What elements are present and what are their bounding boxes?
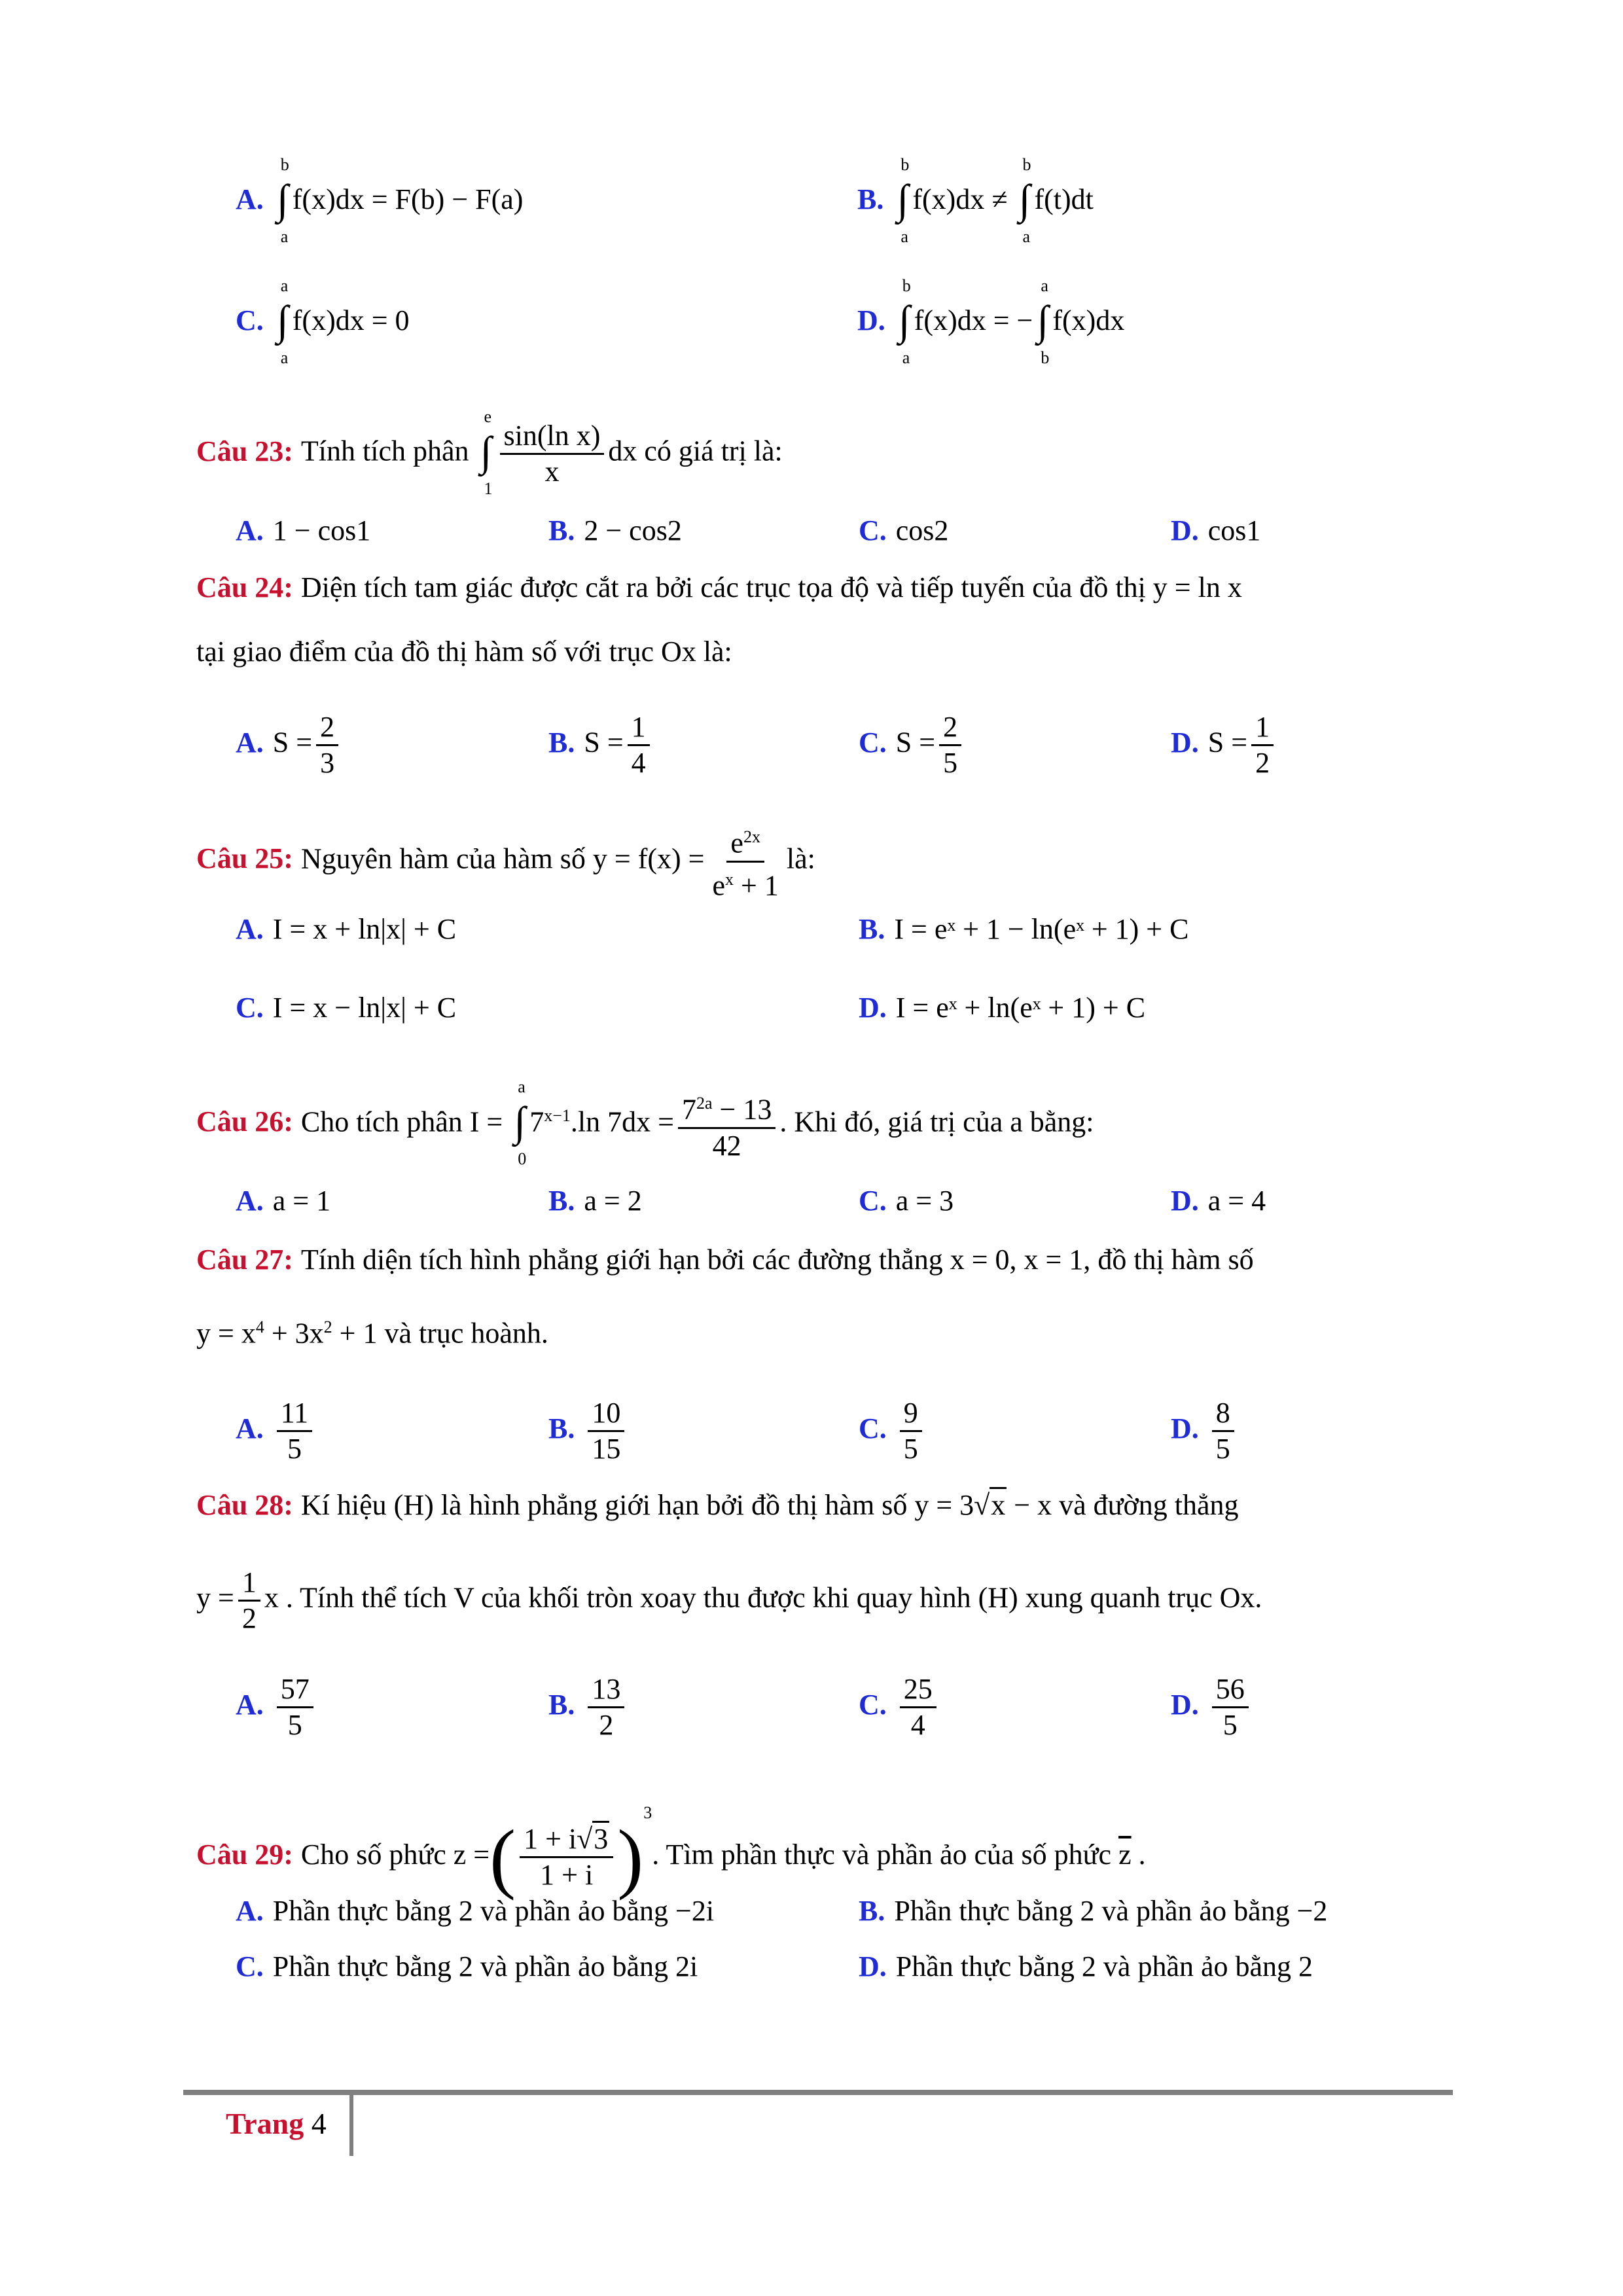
q23-option-d: D. cos1 [1171,514,1261,547]
q26-option-c: C. a = 3 [859,1185,954,1217]
question-label: Câu 28: [196,1489,293,1521]
integral-sign: ∫ b a [1018,154,1031,246]
q23-option-c: C. cos2 [859,514,949,547]
integral-sign: ∫ b a [899,276,911,367]
option-text: f(x)dx = 0 [292,304,410,336]
option-label: A. [236,183,264,215]
integral-sign: ∫ b a [897,154,910,246]
q27-option-b: B. $\frac{10}{15}$ [548,1396,628,1466]
question-text: Cho tích phân I = [300,1105,503,1138]
q29-option-b: B. Phần thực bằng 2 và phần ảo bằng −2 [859,1895,1328,1927]
question-text-tail: dx có giá trị là: [608,435,783,467]
left-paren: ( [490,1813,516,1901]
q26-option-b: B. a = 2 [548,1185,642,1217]
integral-sign: ∫ b a [277,154,289,246]
option-text: f(x)dx ≠ [912,183,1008,215]
question-label: Câu 27: [196,1244,293,1276]
q27-option-c: C. $\frac{9}{5}$ [859,1396,926,1466]
option-text: f(t)dt [1034,183,1094,215]
question-label: Câu 24: [196,571,293,603]
question-28: Câu 28: Kí hiệu (H) là hình phẳng giới hạn bởi đồ thị hàm số y = 3√x − x và đường thẳng [196,1486,1440,1525]
q24-option-b: B. S = $\frac{1}{4}$ [548,710,654,780]
question-27 [196,1240,1440,1280]
option-label: D. [857,304,885,336]
q28-option-a: A. $\frac{57}{5}$ [236,1672,317,1742]
integral-sign: ∫ e 1 [480,406,493,498]
right-paren: ) [617,1813,644,1901]
q22-option-c [236,276,410,367]
question-text: Tính diện tích hình phẳng giới hạn bởi các đường thẳng x = 0, x = 1, đồ thị hàm số [300,1244,1254,1276]
fraction: $\frac{7^{2a} - 13}{42}$ [678,1086,776,1163]
question-29: Câu 29: Cho số phức z =( $\frac{1 + i√3}{1 + i}$ )$^3$. Tìm phần thực và phần ảo của số phức $\overline{z}$ . [196,1803,1146,1901]
integral-sign: ∫ a 0 [514,1077,527,1169]
q28-option-b: B. $\frac{13}{2}$ [548,1672,628,1742]
q24-option-c: C. S = $\frac{2}{5}$ [859,710,965,780]
q28-option-c: C. $\frac{25}{4}$ [859,1672,940,1742]
q23-option-a: A. 1 − cos1 [236,514,371,547]
q26-option-d: D. a = 4 [1171,1185,1266,1217]
question-25: Câu 25: Nguyên hàm của hàm số y = f(x) = $\frac{e^{2x}}{e^x + 1}$ là: [196,820,1440,903]
question-23 [196,406,1440,498]
option-text: f(x)dx [1052,304,1125,336]
option-text: f(x)dx = F(b) − F(a) [292,183,524,215]
question-24 [196,568,1440,607]
q25-option-c: C. I = x − ln|x| + C [236,992,457,1024]
q24-option-a: A. S = $\frac{2}{3}$ [236,710,342,780]
q25-option-a: A. I = x + ln|x| + C [236,913,457,945]
footer-divider [349,2093,353,2156]
q23-option-b: B. 2 − cos2 [548,514,682,547]
question-label: Câu 25: [196,842,293,875]
option-label: B. [857,183,884,215]
q25-option-b: B. I = eˣ + 1 − ln(eˣ + 1) + C [859,913,1189,945]
question-24-line2: tại giao điểm của đồ thị hàm số với trục Ox là: [196,636,732,668]
question-label: Câu 23: [196,435,293,467]
question-27-line2: $y = x^4 + 3x^2 + 1$ và trục hoành. [196,1317,548,1350]
option-text: f(x)dx = − [914,304,1033,336]
question-28-line2: y = $\frac{1}{2}$ x . Tính thể tích V của khối tròn xoay thu được khi quay hình (H) xung quanh trục Ox. [196,1566,1262,1634]
integral-sign: ∫ a a [277,276,289,367]
q22-option-d [857,276,1125,367]
footer-rule [183,2090,1453,2095]
q27-option-a: A. $\frac{11}{5}$ [236,1396,316,1466]
q26-option-a: A. a = 1 [236,1185,331,1217]
fraction: $\frac{\text{sin(ln x)}}{x}$ [500,419,605,489]
fraction: $\frac{e^{2x}}{e^x + 1}$ [709,820,783,903]
q22-option-a [236,154,524,246]
integral-sign: ∫ a b [1037,276,1050,367]
q27-option-d: D. $\frac{8}{5}$ [1171,1396,1238,1466]
q22-option-b [857,154,1094,246]
q29-option-a: A. Phần thực bằng 2 và phần ảo bằng −2i [236,1895,715,1927]
q24-option-d: D. S = $\frac{1}{2}$ [1171,710,1277,780]
q29-option-d: D. Phần thực bằng 2 và phần ảo bằng 2 [859,1950,1313,1982]
page-number: Trang 4 [226,2107,327,2140]
question-text: Nguyên hàm của hàm số y = f(x) = [300,842,705,875]
question-26: Câu 26: Cho tích phân I = ∫ a 0 $7^{x-1}.\ln$ 7dx = $\frac{7^{2a} - 13}{42}$ . Khi đó, giá trị của a bằng: [196,1077,1094,1169]
question-label: Câu 26: [196,1105,293,1138]
question-text: Diện tích tam giác được cắt ra bởi các trục tọa độ và tiếp tuyến của đồ thị y = ln x [300,571,1242,603]
question-text: Tính tích phân [300,435,469,467]
fraction: $\frac{1 + i√3}{1 + i}$ [520,1822,613,1892]
option-label: C. [236,304,264,336]
question-label: Câu 29: [196,1839,293,1871]
q29-option-c: C. Phần thực bằng 2 và phần ảo bằng 2i [236,1950,698,1982]
q25-option-d: D. I = eˣ + ln(eˣ + 1) + C [859,992,1146,1024]
q28-option-d: D. $\frac{56}{5}$ [1171,1672,1253,1742]
